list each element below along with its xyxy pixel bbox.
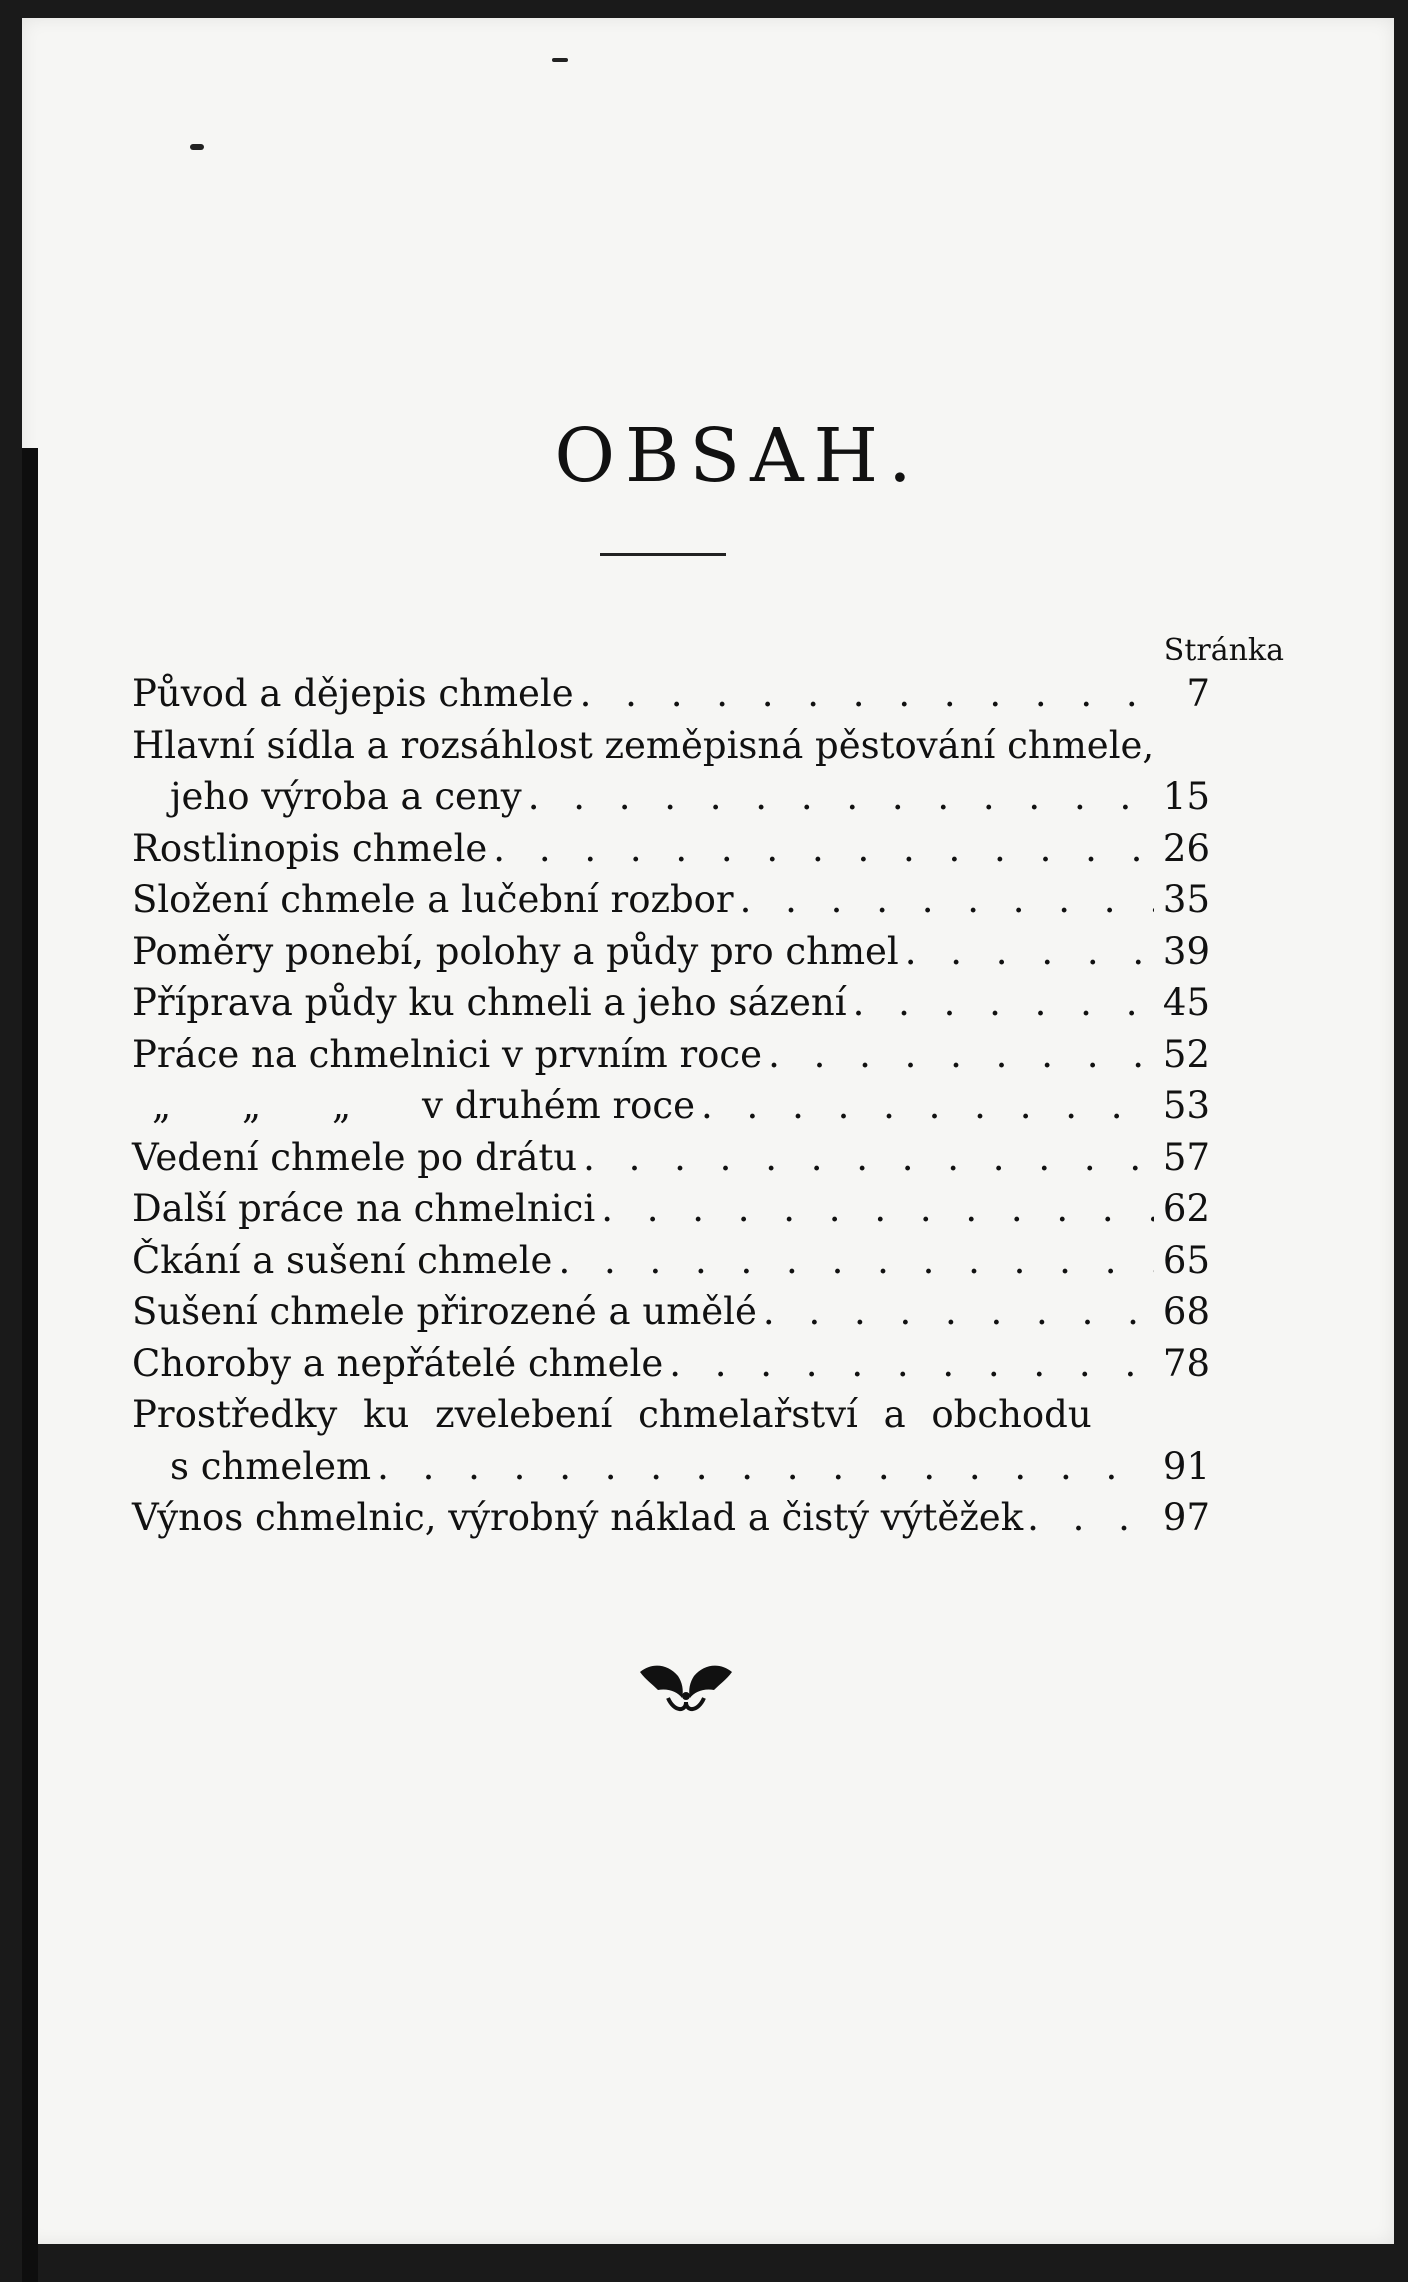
toc-leader-dots [583,1132,1154,1184]
toc-leader-dots [580,668,1154,720]
toc-leader-dots [763,1286,1154,1338]
toc-entry-label: Rostlinopis chmele [132,826,488,870]
toc-row [132,1080,1210,1132]
toc-row [132,1183,1210,1235]
toc-entry-label: Příprava půdy ku chmeli a jeho sázení [132,981,847,1024]
toc-leader-dots [493,823,1154,875]
toc-entry-label: Složení chmele a lučební rozbor [132,878,734,921]
toc-row [132,977,1210,1029]
ink-speck [552,58,568,62]
toc-entry-label: s chmelem [170,1444,372,1488]
toc-page-number: 68 [1162,1290,1210,1333]
page-title: OBSAH. [554,413,922,499]
toc-row [132,1235,1210,1287]
toc-leader-dots [853,977,1154,1029]
toc-row [132,1389,1210,1441]
toc-leader-dots [740,874,1154,926]
toc-page-number: 35 [1162,878,1210,921]
ink-speck [190,144,204,150]
toc-page-number: 65 [1162,1238,1210,1282]
toc-row [132,926,1210,978]
toc-leader-dots [601,1183,1154,1235]
toc-leader-dots [701,1080,1154,1132]
ditto-mark: „ [332,1084,352,1127]
toc-page-number: 7 [1186,672,1210,715]
toc-page-number: 39 [1162,929,1210,973]
book-page [22,18,1394,2244]
toc-page-number: 26 [1162,826,1210,870]
ditto-mark: „ [242,1084,262,1127]
toc-leader-dots [905,926,1154,978]
toc-page-number: 57 [1162,1135,1210,1179]
toc-row [132,771,1210,823]
toc-row [132,1338,1210,1390]
toc-entry-label: Sušení chmele přirozené a umělé [132,1290,757,1333]
toc-entry-label: v druhém roce [422,1084,696,1127]
toc-entry-label: Čkání a sušení chmele [132,1238,553,1282]
toc-row [132,823,1210,875]
table-of-contents [132,668,1210,1544]
toc-entry-label: Hlavní sídla a rozsáhlost zeměpisná pěstování chmele, [132,723,1155,767]
ditto-marks [152,1080,422,1132]
toc-page-number: 52 [1162,1032,1210,1076]
toc-entry-label: Práce na chmelnici v prvním roce [132,1032,763,1076]
title-rule [600,553,726,556]
toc-row [132,1492,1210,1544]
toc-row [132,1132,1210,1184]
toc-entry-label: Další práce na chmelnici [132,1187,596,1230]
toc-page-number: 97 [1162,1496,1210,1539]
toc-entry-label: Poměry ponebí, polohy a půdy pro chmel [132,929,899,973]
toc-entry-label: Původ a dějepis chmele [132,672,574,715]
toc-row [132,874,1210,926]
toc-page-number: 53 [1162,1084,1210,1127]
toc-entry-label: Prostředky ku zvelebení chmelařství a obchodu [132,1393,1092,1436]
page-edge-shadow [22,448,38,2282]
page-column-header: Stránka [1163,633,1284,668]
toc-row [132,668,1210,720]
toc-leader-dots [1027,1492,1156,1544]
toc-row [132,720,1210,772]
toc-leader-dots [669,1338,1154,1390]
toc-entry-label: Choroby a nepřátelé chmele [132,1341,664,1385]
toc-leader-dots [768,1029,1154,1081]
toc-page-number: 78 [1162,1341,1210,1385]
toc-row [132,1286,1210,1338]
toc-page-number: 91 [1162,1444,1210,1488]
toc-row [132,1029,1210,1081]
toc-page-number: 62 [1162,1187,1210,1230]
toc-entry-label: Výnos chmelnic, výrobný náklad a čistý výtěžek [132,1496,1024,1539]
toc-leader-dots [528,771,1154,823]
printer-ornament-icon [638,1658,734,1718]
toc-page-number: 45 [1162,981,1210,1024]
toc-entry-label: jeho výroba a ceny [170,775,522,818]
ditto-mark: „ [152,1084,172,1127]
toc-entry-label: Vedení chmele po drátu [132,1135,578,1179]
toc-leader-dots [377,1441,1154,1493]
toc-row [132,1441,1210,1493]
toc-page-number: 15 [1162,775,1210,818]
toc-leader-dots [558,1235,1154,1287]
